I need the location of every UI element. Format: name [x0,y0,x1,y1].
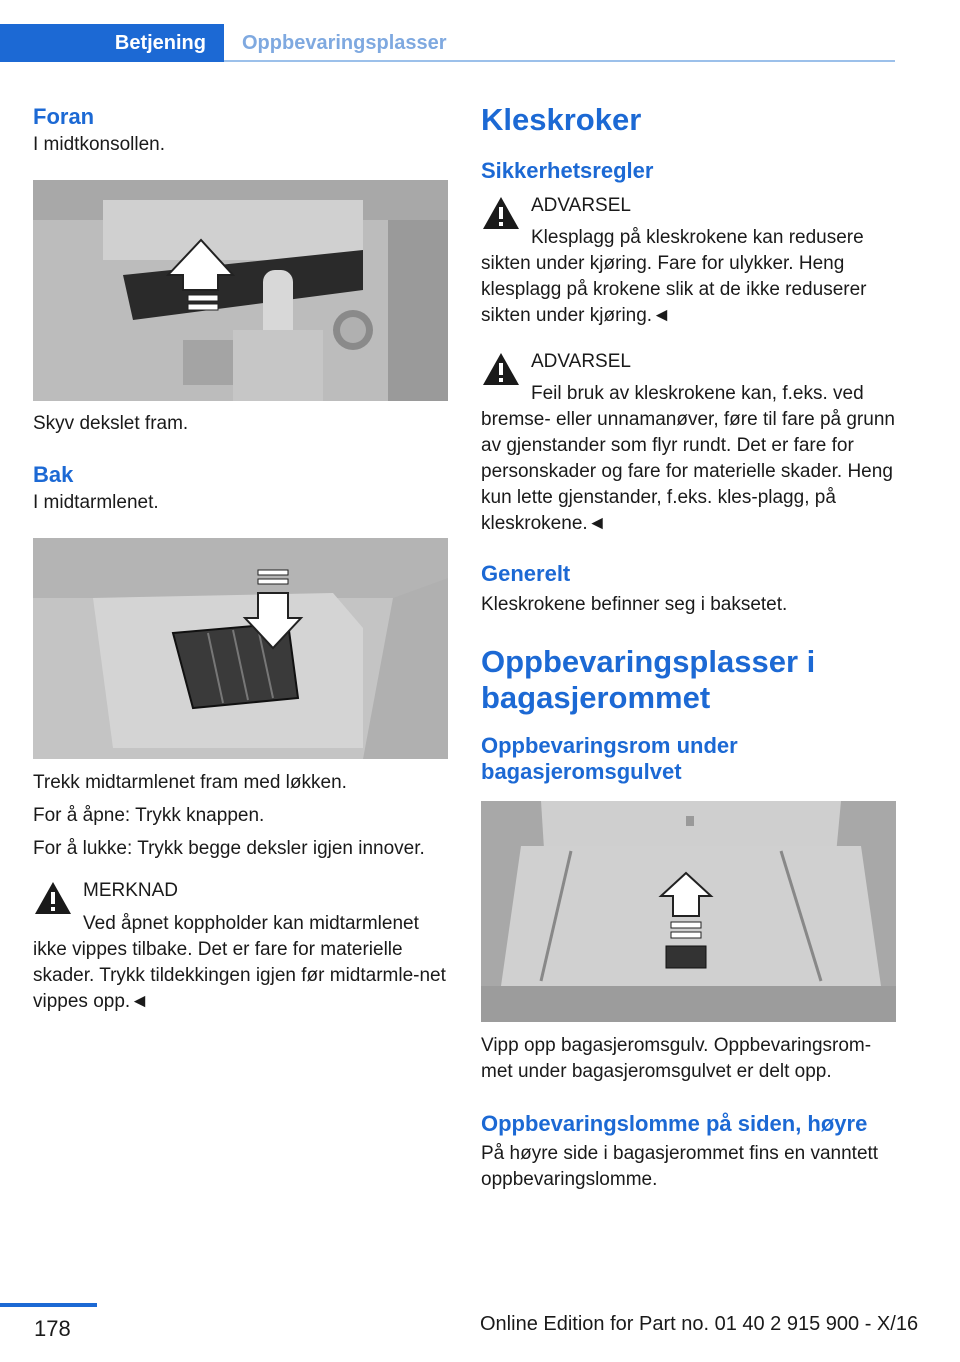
bagasje-heading: Oppbevaringsplasser i bagasjerommet [481,644,816,715]
warning-2-text: bremse- eller unnamanøver, føre til fare på grunn av gjenstander som flyr rundt. Det er fare for personskader og fare for materielle skader. Heng kun lette gjenstander, f.eks. kles‐plagg, på kleskrokene.◄ [481,409,895,534]
trunk-image [481,801,896,1022]
right-column [481,100,896,1193]
warning-1-title: ADVARSEL [531,195,631,216]
lomme-text: På høyre side i bagasjerommet fins en vanntett oppbevaringslomme. [481,1143,879,1190]
under-text: Vipp opp bagasjeromsgulv. Oppbevaringsrom‐met under bagasjeromsgulvet er delt opp. [481,1035,872,1082]
foran-heading: Foran [33,104,95,129]
header-divider [224,60,895,62]
warning-triangle-icon [481,351,521,387]
note-line-1: Ved åpnet koppholder kan midtarmlenet [83,913,419,934]
left-column [33,100,448,1015]
tab-betjening[interactable]: Betjening [0,24,224,62]
warning-1-text: sikten under kjøring. Fare for ulykker. Heng klesplagg på krokene slik at de ikke reduserer sikten under kjøring.◄ [481,253,867,326]
warning-triangle-icon [481,195,521,231]
warning-block-2 [481,349,896,537]
foran-text: I midtkonsollen. [33,134,166,155]
bak-text: I midtarmlenet. [33,492,159,513]
header-tabs [0,0,895,62]
console-image [33,180,448,401]
sikkerhet-heading: Sikkerhetsregler [481,158,654,183]
note-title: MERKNAD [83,880,179,901]
armrest-illustration [33,538,448,759]
footer-accent-line [0,1303,97,1307]
warning-triangle-icon [33,880,73,916]
kleskroker-heading: Kleskroker [481,102,642,137]
generelt-heading: Generelt [481,561,571,586]
armrest-image [33,538,448,759]
lomme-heading: Oppbevaringslomme på siden, høyre [481,1111,868,1136]
bak-para-3: For å lukke: Trykk begge deksler igjen innover. [33,838,425,859]
page-number: 178 [34,1316,71,1341]
foran-caption: Skyv dekslet fram. [33,413,189,434]
warning-2-line-1: Feil bruk av kleskrokene kan, f.eks. ved [531,383,864,404]
console-illustration [33,180,448,401]
warning-block-1 [481,193,896,329]
note-text: ikke vippes tilbake. Det er fare for materielle skader. Trykk tildekkingen igjen før midtarmle‐net vippes opp.◄ [33,939,446,1012]
warning-1-line-1: Klesplagg på kleskrokene kan redusere [531,227,864,248]
edition-note: Online Edition for Part no. 01 40 2 915 900 - X/16 [480,1313,919,1335]
bak-para-2: For å åpne: Trykk knappen. [33,805,265,826]
generelt-text: Kleskrokene befinner seg i baksetet. [481,594,788,615]
trunk-illustration [481,801,896,1022]
bak-para-1: Trekk midtarmlenet fram med løkken. [33,772,347,793]
note-block [33,878,448,1015]
tab-oppbevaringsplasser[interactable]: Oppbevaringsplasser [242,31,447,54]
under-heading: Oppbevaringsrom under bagasjeromsgulvet [481,733,738,784]
warning-2-title: ADVARSEL [531,351,631,372]
bak-heading: Bak [33,462,74,487]
